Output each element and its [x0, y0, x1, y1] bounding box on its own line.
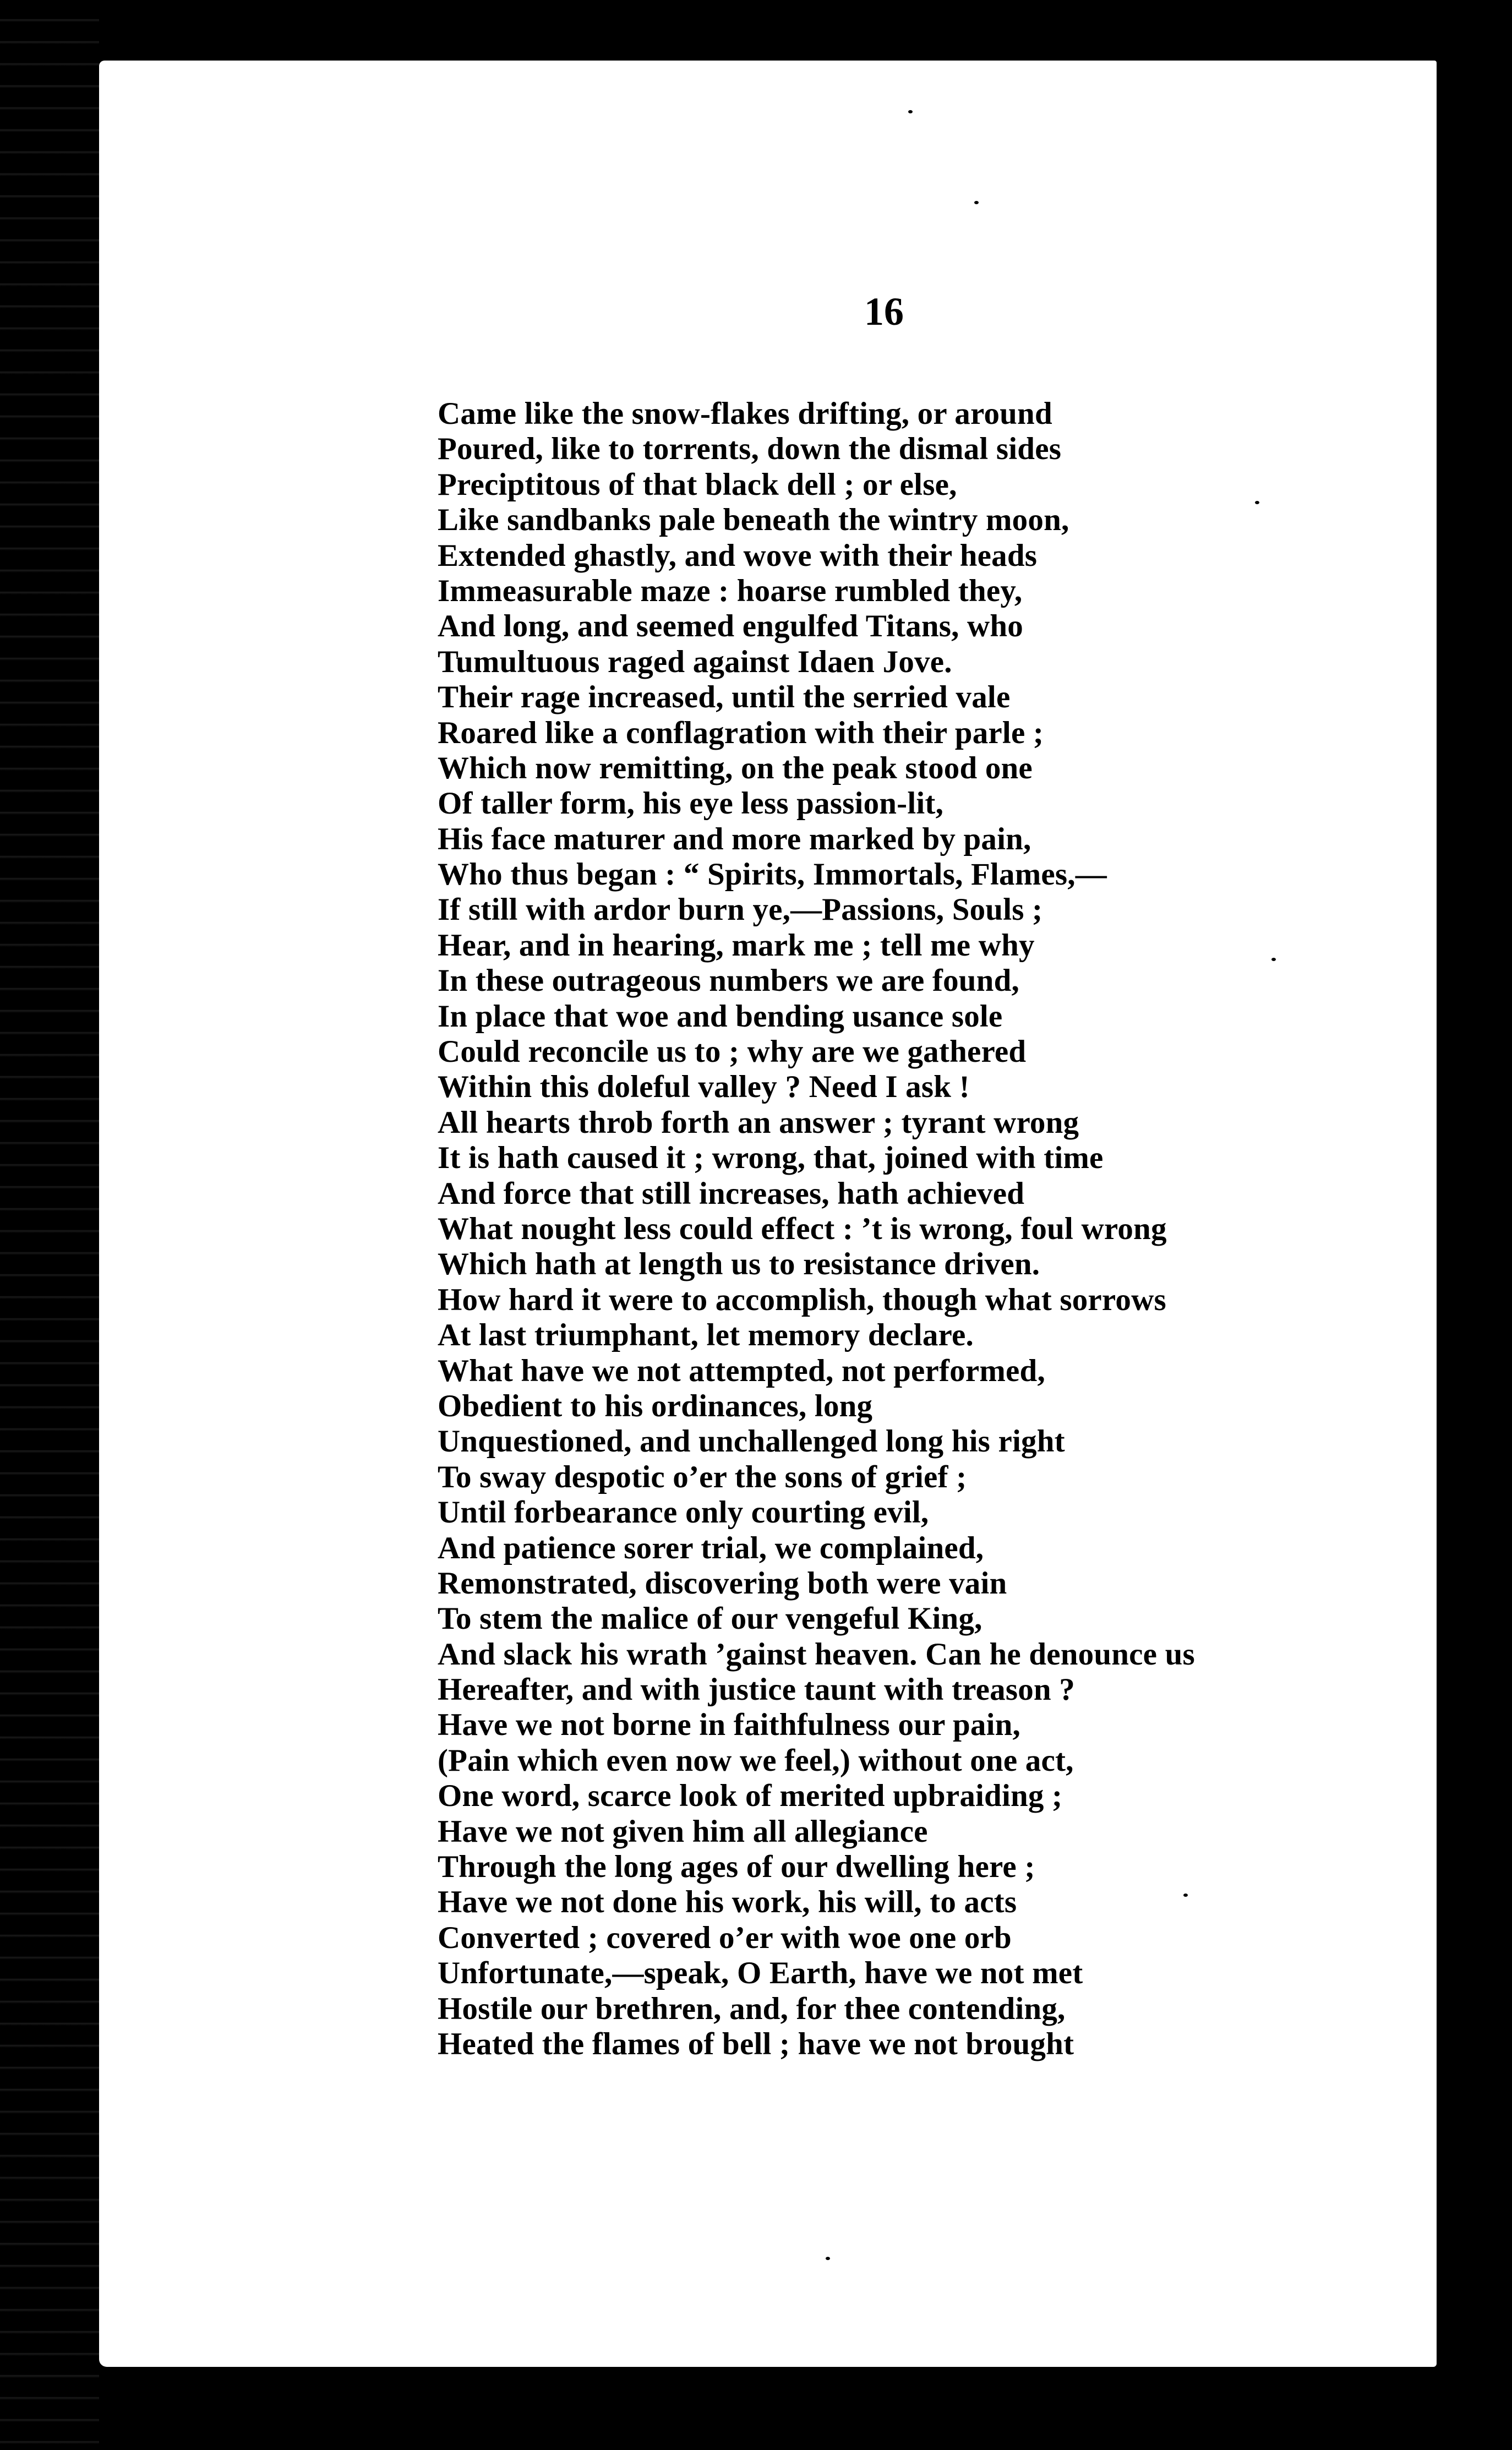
poem-line: Which hath at length us to resistance driven. [438, 1247, 1040, 1282]
poem-line: And force that still increases, hath achieved [438, 1176, 1025, 1211]
poem-line: Remonstrated, discovering both were vain [438, 1565, 1007, 1601]
poem-line: (Pain which even now we feel,) without one act, [438, 1743, 1074, 1778]
poem-line: In these outrageous numbers we are found, [438, 963, 1019, 998]
poem-line: Roared like a conflagration with their parle ; [438, 715, 1044, 750]
poem-line: Immeasurable maze : hoarse rumbled they, [438, 573, 1023, 608]
poem-line: Within this doleful valley ? Need I ask ! [438, 1070, 970, 1105]
poem-line: Poured, like to torrents, down the dismal sides [438, 432, 1062, 467]
poem-line: Have we not borne in faithfulness our pain, [438, 1707, 1021, 1743]
poem-line: Which now remitting, on the peak stood one [438, 750, 1033, 785]
poem-line: At last triumphant, let memory declare. [438, 1318, 974, 1353]
ink-speck [908, 110, 913, 113]
poem-line: To stem the malice of our vengeful King, [438, 1601, 982, 1636]
ink-speck [826, 2257, 830, 2260]
poem-line: Like sandbanks pale beneath the wintry moon, [438, 503, 1069, 538]
poem-line: Heated the flames of bell ; have we not brought [438, 2026, 1074, 2061]
poem-line: Unquestioned, and unchallenged long his right [438, 1424, 1065, 1459]
page-number: 16 [864, 290, 904, 334]
poem-line: Converted ; covered o’er with woe one orb [438, 1920, 1012, 1955]
poem-line: Through the long ages of our dwelling here ; [438, 1849, 1035, 1885]
poem-line: Hear, and in hearing, mark me ; tell me why [438, 927, 1035, 963]
poem-line: If still with ardor burn ye,—Passions, Souls ; [438, 892, 1043, 927]
poem-line: Came like the snow-flakes drifting, or around [438, 396, 1052, 431]
book-spine-edge [0, 0, 99, 2450]
poem-line: It is hath caused it ; wrong, that, joined with time [438, 1141, 1104, 1176]
poem-line: Until forbearance only courting evil, [438, 1495, 929, 1530]
poem-line: Obedient to his ordinances, long [438, 1388, 873, 1423]
poem-line: Who thus began : “ Spirits, Immortals, Flames,— [438, 857, 1107, 892]
poem-line: Could reconcile us to ; why are we gathered [438, 1034, 1027, 1070]
poem-text [438, 396, 1406, 2062]
poem-line: Tumultuous raged against Idaen Jove. [438, 644, 952, 679]
poem-line: Extended ghastly, and wove with their heads [438, 538, 1038, 573]
poem-line: And slack his wrath ’gainst heaven. Can he denounce us [438, 1636, 1195, 1672]
poem-line: And patience sorer trial, we complained, [438, 1530, 984, 1565]
poem-line: His face maturer and more marked by pain, [438, 821, 1031, 856]
poem-line: Hostile our brethren, and, for thee contending, [438, 1991, 1066, 2026]
poem-line: Their rage increased, until the serried vale [438, 680, 1011, 715]
ink-speck [974, 201, 979, 204]
poem-line: And long, and seemed engulfed Titans, who [438, 609, 1024, 644]
poem-line: What have we not attempted, not performed, [438, 1353, 1045, 1388]
poem-line: How hard it were to accomplish, though what sorrows [438, 1282, 1166, 1317]
page-right-edge [1437, 0, 1512, 2450]
poem-line: Have we not done his work, his will, to acts [438, 1885, 1017, 1920]
poem-line: Of taller form, his eye less passion-lit, [438, 786, 944, 821]
poem-line: One word, scarce look of merited upbraiding ; [438, 1778, 1063, 1814]
poem-line: All hearts throb forth an answer ; tyrant wrong [438, 1105, 1079, 1140]
poem-line: In place that woe and bending usance sole [438, 998, 1003, 1034]
poem-line: To sway despotic o’er the sons of grief ; [438, 1459, 967, 1494]
poem-line: What nought less could effect : ’t is wrong, foul wrong [438, 1211, 1167, 1246]
poem-line: Preciptitous of that black dell ; or else, [438, 467, 957, 502]
poem-line: Hereafter, and with justice taunt with treason ? [438, 1672, 1075, 1707]
poem-line: Unfortunate,—speak, O Earth, have we not met [438, 1956, 1083, 1991]
poem-line: Have we not given him all allegiance [438, 1814, 928, 1849]
